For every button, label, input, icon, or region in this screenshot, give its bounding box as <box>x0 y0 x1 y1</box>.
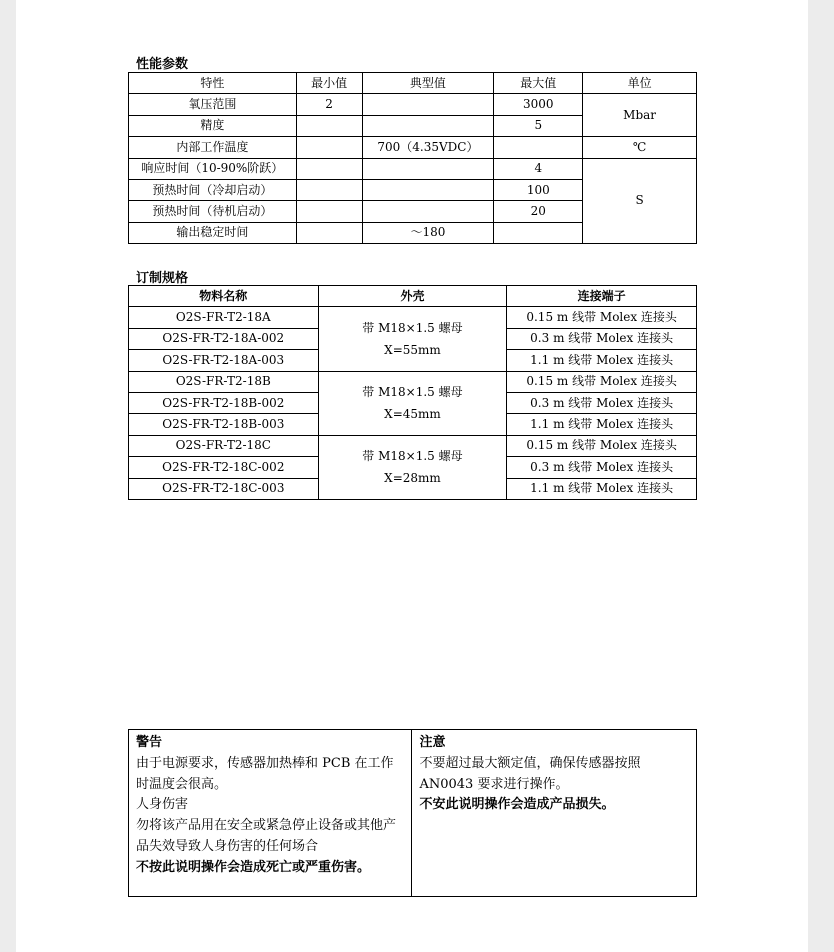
table-header-row <box>129 286 697 307</box>
row-typ: 700（4.35VDC） <box>362 137 494 158</box>
row-typ <box>362 201 494 222</box>
part-number: O2S-FR-T2-18A-002 <box>129 328 319 349</box>
row-name: 氧压范围 <box>129 94 297 115</box>
row-max <box>494 222 583 243</box>
table-header-row <box>129 73 697 94</box>
caution-title: 注意 <box>419 735 446 750</box>
warning-title: 警告 <box>136 735 163 750</box>
row-typ <box>362 94 494 115</box>
row-typ <box>362 115 494 136</box>
header-part-name: 物料名称 <box>129 286 319 307</box>
housing-dimension: X=28mm <box>384 471 441 486</box>
row-min <box>296 222 362 243</box>
unit-pressure: Mbar <box>583 94 697 137</box>
row-max: 5 <box>494 115 583 136</box>
header-connector: 连接端子 <box>507 286 697 307</box>
ordering-table <box>128 285 697 500</box>
header-typ: 典型值 <box>362 73 494 94</box>
row-max: 4 <box>494 158 583 179</box>
row-max: 20 <box>494 201 583 222</box>
row-typ: ～180 <box>362 222 494 243</box>
table-row <box>129 158 697 179</box>
warning-text: 由于电源要求，传感器加热棒和 PCB 在工作时温度会很高。 <box>136 755 394 792</box>
part-number: O2S-FR-T2-18C-003 <box>129 478 319 499</box>
housing-cell <box>318 435 507 499</box>
table-row <box>129 435 697 456</box>
header-min: 最小值 <box>296 73 362 94</box>
row-min <box>296 158 362 179</box>
unit-temperature: ℃ <box>583 137 697 158</box>
part-number: O2S-FR-T2-18A <box>129 307 319 328</box>
part-number: O2S-FR-T2-18B-002 <box>129 392 319 413</box>
housing-spec: 带 M18×1.5 螺母 <box>362 385 463 400</box>
row-max: 100 <box>494 179 583 200</box>
row-typ <box>362 179 494 200</box>
housing-spec: 带 M18×1.5 螺母 <box>362 320 463 335</box>
warning-text-2: 勿将该产品用在安全或紧急停止设备或其他产品失效导致人身伤害的任何场合 <box>136 818 397 854</box>
row-typ <box>362 158 494 179</box>
row-min <box>296 115 362 136</box>
unit-time: S <box>583 158 697 244</box>
part-number: O2S-FR-T2-18C <box>129 435 319 456</box>
connector: 1.1 m 线带 Molex 连接头 <box>507 350 697 371</box>
caution-bold-text: 不安此说明操作会造成产品损失。 <box>419 797 615 813</box>
header-unit: 单位 <box>583 73 697 94</box>
housing-dimension: X=55mm <box>384 342 441 357</box>
housing-dimension: X=45mm <box>384 407 441 422</box>
row-name: 预热时间（冷却启动） <box>129 179 297 200</box>
header-housing: 外壳 <box>318 286 507 307</box>
row-min <box>296 201 362 222</box>
header-max: 最大值 <box>494 73 583 94</box>
warning-subtitle: 人身伤害 <box>136 797 189 813</box>
caution-text: 不要超过最大额定值，确保传感器按照 AN0043 要求进行操作。 <box>419 755 641 792</box>
table-row <box>129 94 697 115</box>
row-max <box>494 137 583 158</box>
connector: 0.15 m 线带 Molex 连接头 <box>507 435 697 456</box>
row-max: 3000 <box>494 94 583 115</box>
part-number: O2S-FR-T2-18A-003 <box>129 350 319 371</box>
warning-box <box>129 730 412 897</box>
housing-spec: 带 M18×1.5 螺母 <box>362 449 463 464</box>
connector: 0.15 m 线带 Molex 连接头 <box>507 307 697 328</box>
notice-table <box>128 729 697 897</box>
row-name: 响应时间（10-90%阶跃） <box>129 158 297 179</box>
housing-cell <box>318 307 507 371</box>
table-row <box>129 307 697 328</box>
row-min: 2 <box>296 94 362 115</box>
connector: 0.15 m 线带 Molex 连接头 <box>507 371 697 392</box>
row-min <box>296 137 362 158</box>
row-name: 精度 <box>129 115 297 136</box>
row-name: 预热时间（待机启动） <box>129 201 297 222</box>
row-name: 输出稳定时间 <box>129 222 297 243</box>
connector: 0.3 m 线带 Molex 连接头 <box>507 328 697 349</box>
part-number: O2S-FR-T2-18B-003 <box>129 414 319 435</box>
table-row <box>129 137 697 158</box>
header-characteristic: 特性 <box>129 73 297 94</box>
warning-bold-text: 不按此说明操作会造成死亡或严重伤害。 <box>136 859 371 875</box>
connector: 0.3 m 线带 Molex 连接头 <box>507 457 697 478</box>
connector: 1.1 m 线带 Molex 连接头 <box>507 414 697 435</box>
row-name: 内部工作温度 <box>129 137 297 158</box>
part-number: O2S-FR-T2-18B <box>129 371 319 392</box>
part-number: O2S-FR-T2-18C-002 <box>129 457 319 478</box>
table-row <box>129 371 697 392</box>
row-min <box>296 179 362 200</box>
connector: 0.3 m 线带 Molex 连接头 <box>507 392 697 413</box>
connector: 1.1 m 线带 Molex 连接头 <box>507 478 697 499</box>
performance-section-title: 性能参数 <box>136 57 189 72</box>
caution-box <box>412 730 697 897</box>
housing-cell <box>318 371 507 435</box>
ordering-section-title: 订制规格 <box>136 271 189 286</box>
performance-table <box>128 72 697 244</box>
